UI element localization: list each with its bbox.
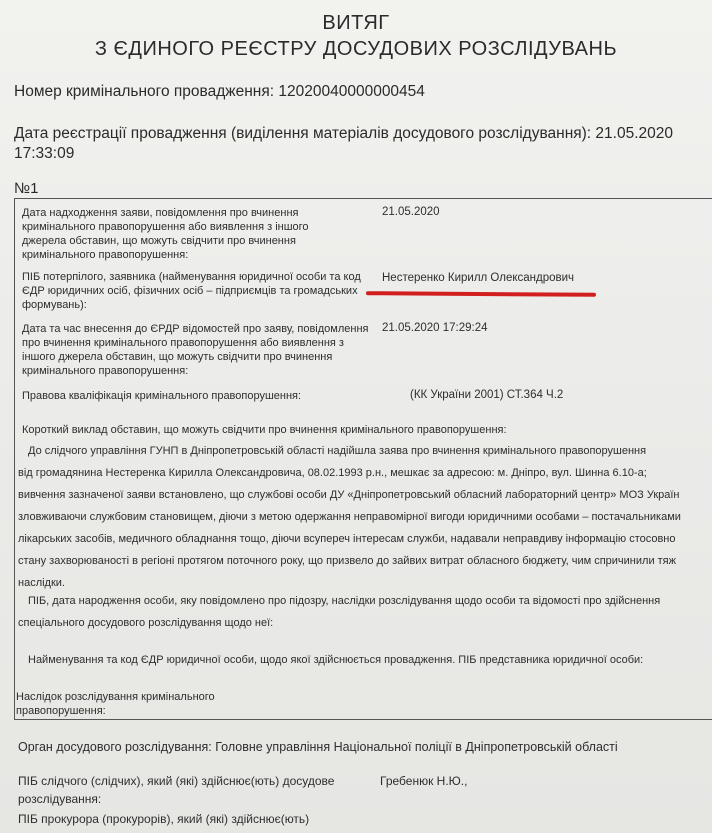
summary-line: стану захворюваності в регіоні протягом поточного року, що призвело до зайвих витрат обласного бюджету, чим спричинили тяж [18, 555, 677, 567]
entry-number: №1 [14, 180, 39, 197]
summary-line: від громадянина Нестеренка Кирилла Олександровича, 08.02.1993 р.н., мешкає за адресою: м. Дніпро, вул. Шинна 6.10-а; [18, 467, 647, 479]
outcome-label-line1: Наслідок розслідування кримінального [16, 691, 215, 703]
suspect-info-line: ПІБ, дата народження особи, яку повідомлено про підозру, наслідки розслідування щодо особи та відомості про здійснення [28, 595, 661, 607]
summary-line: До слідчого управління ГУНП в Дніпропетровській області надійшла заява про вчинення кримінального правопорушення [28, 445, 647, 457]
investigator-value: Гребенюк Н.Ю., [380, 774, 468, 788]
investigation-authority: Орган досудового розслідування: Головне управління Національної поліції в Дніпропетровській області [18, 740, 618, 754]
legal-entity-label: Найменування та код ЄДР юридичної особи, щодо якої здійснюється провадження. ПІБ представника юридичної особи: [28, 654, 644, 666]
row-qualification-value: (КК України 2001) СТ.364 Ч.2 [410, 389, 564, 401]
row-qualification-label: Правова кваліфікація кримінального правопорушення: [22, 390, 302, 402]
suspect-info-line: спеціального досудового розслідування щодо неї: [18, 617, 274, 629]
summary-line: лікарських засобів, медичного обладнання тощо, діючи всупереч інтересам служби, надавали неправдиву інформацію стосовно [18, 533, 676, 545]
outcome-label-line2: правопорушення: [16, 705, 106, 717]
row-registry-date-label: Дата та час внесення до ЄРДР відомостей про заяву, повідомлення про вчинення кримінального правопорушення або виявлення з іншого джерела обставин, що можуть свідчити про вчинення кримінального правопорушення: [22, 323, 369, 377]
registration-date: Дата реєстрації провадження (виділення матеріалів досудового розслідування): 21.05.2020 [14, 125, 673, 142]
summary-line: зловживаючи службовим становищем, діючи з метою одержання неправомірної вигоди юридичними особами – постачальниками [18, 511, 681, 523]
summary-heading: Короткий виклад обставин, що можуть свідчити про вчинення кримінального правопорушення: [22, 424, 507, 436]
prosecutor-label: ПІБ прокурора (прокурорів), який (які) здійснює(ють) [18, 812, 310, 826]
case-number: Номер кримінального провадження: 12020040000000454 [14, 83, 425, 100]
row-victim-label: ПІБ потерпілого, заявника (найменування юридичної особи та код ЄДР юридичних осіб, фізичних осіб – підприємців та громадських формувань): [22, 271, 361, 311]
investigator-label-line1: ПІБ слідчого (слідчих), який (які) здійснює(ють) досудове [18, 774, 335, 788]
document-title: ВИТЯГ [322, 12, 390, 34]
investigator-label-line2: розслідування: [18, 792, 102, 806]
row-registry-date-value: 21.05.2020 17:29:24 [382, 322, 488, 334]
row-victim-value: Нестеренко Кирилл Олександрович [382, 272, 575, 284]
row-complaint-date-label: Дата надходження заяви, повідомлення про вчинення кримінального правопорушення або виявлення з іншого джерела обставин, що можуть свідчити про вчинення кримінального правопорушення: [22, 207, 309, 261]
summary-line: наслідки. [18, 577, 65, 589]
row-complaint-date-value: 21.05.2020 [382, 206, 440, 218]
document-subtitle: З ЄДИНОГО РЕЄСТРУ ДОСУДОВИХ РОЗСЛІДУВАНЬ [94, 38, 618, 60]
registration-time: 17:33:09 [14, 145, 75, 162]
summary-line: вивчення зазначеної заяви встановлено, що службові особи ДУ «Дніпропетровський обласний лабораторний центр» МОЗ Україн [18, 489, 680, 501]
